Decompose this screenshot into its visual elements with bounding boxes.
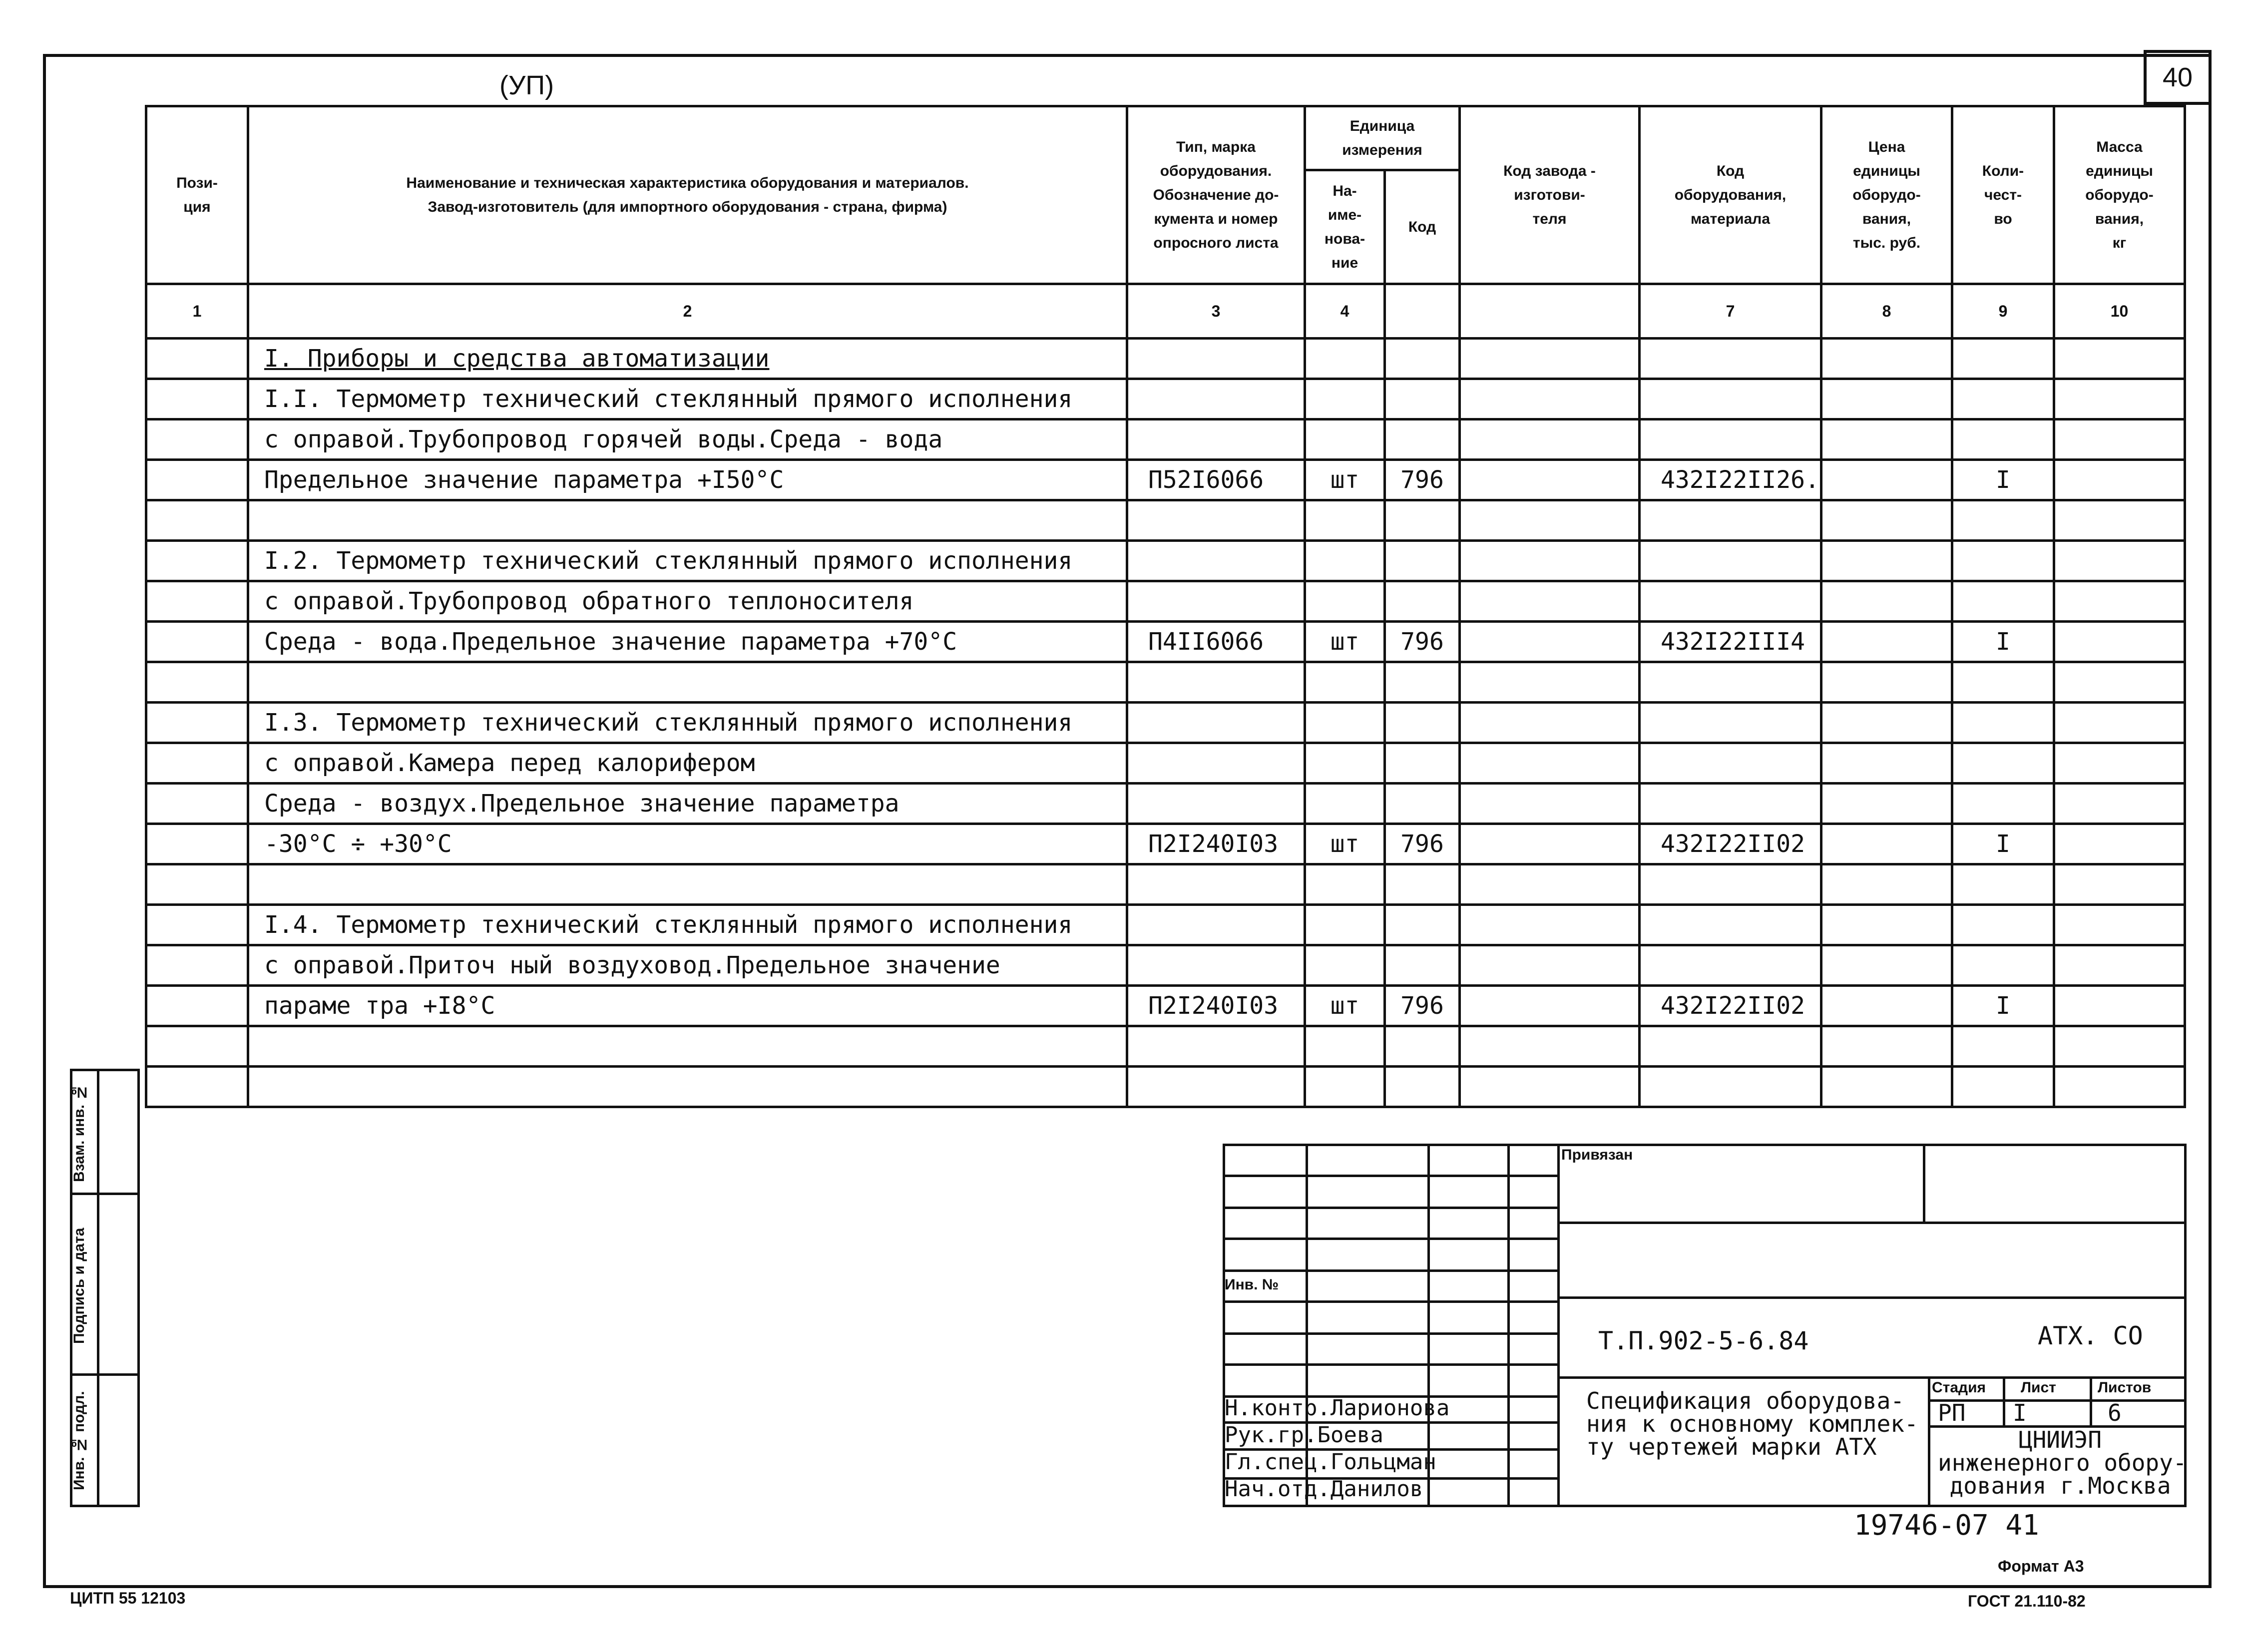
factory-cell [1460, 905, 1640, 945]
document-description: Спецификация оборудова- ния к основному комплек- ту чертежей марки АТХ [1586, 1387, 1918, 1460]
header-quantity: Коли- чест- во [1952, 106, 2054, 284]
column-number: 2 [248, 284, 1127, 339]
signer-row [1225, 1449, 1436, 1475]
column-number: 8 [1821, 284, 1952, 339]
unit-code-cell: 796 [1385, 622, 1460, 662]
type-cell [1127, 339, 1305, 379]
unit-cell [1305, 1026, 1385, 1067]
position-cell [146, 743, 248, 784]
mass-cell [2054, 905, 2185, 945]
header-unit-name: На- име- нова- ние [1305, 170, 1385, 284]
equipment-code-cell [1640, 662, 1821, 703]
mass-cell [2054, 460, 2185, 500]
name-cell [248, 500, 1127, 541]
signer-row [1225, 1422, 1383, 1448]
unit-cell: шт [1305, 986, 1385, 1026]
name-cell: с оправой.Трубопровод обратного теплоносителя [248, 581, 1127, 622]
name-cell: I. Приборы и средства автоматизации [248, 339, 1127, 379]
price-cell [1821, 986, 1952, 1026]
table-row [146, 622, 2185, 662]
price-cell [1821, 824, 1952, 864]
drawing-mark: АТХ. СО [2038, 1321, 2143, 1350]
price-cell [1821, 1067, 1952, 1107]
position-cell [146, 419, 248, 460]
equipment-code-cell: 432I22II02 [1640, 986, 1821, 1026]
price-cell [1821, 945, 1952, 986]
unit-cell [1305, 541, 1385, 581]
type-cell [1127, 784, 1305, 824]
quantity-cell [1952, 945, 2054, 986]
name-cell [248, 1067, 1127, 1107]
unit-cell [1305, 784, 1385, 824]
unit-cell: шт [1305, 824, 1385, 864]
table-row [146, 419, 2185, 460]
position-cell [146, 460, 248, 500]
quantity-cell [1952, 379, 2054, 419]
factory-cell [1460, 864, 1640, 905]
position-cell [146, 541, 248, 581]
quantity-cell [1952, 864, 2054, 905]
table-row [146, 864, 2185, 905]
equipment-code-cell [1640, 581, 1821, 622]
name-cell: I.2. Термометр технический стеклянный прямого исполнения [248, 541, 1127, 581]
equipment-code-cell [1640, 1067, 1821, 1107]
unit-cell [1305, 662, 1385, 703]
signer-name: Данилов [1330, 1476, 1423, 1502]
equipment-code-cell [1640, 905, 1821, 945]
type-cell [1127, 500, 1305, 541]
header-mass: Масса единицы оборудо- вания, кг [2054, 106, 2185, 284]
inv-number-label: Инв. № [1225, 1276, 1279, 1293]
quantity-cell [1952, 662, 2054, 703]
equipment-code-cell [1640, 541, 1821, 581]
organization: ЦНИИЭП инженерного обору- дования г.Москва [1938, 1426, 2187, 1499]
signer-role: Н.контр. [1225, 1395, 1331, 1421]
factory-cell [1460, 339, 1640, 379]
column-number: 4 [1305, 284, 1385, 339]
unit-code-cell [1385, 905, 1460, 945]
unit-code-cell: 796 [1385, 986, 1460, 1026]
equipment-code-cell: 432I22III4 [1640, 622, 1821, 662]
unit-cell: шт [1305, 460, 1385, 500]
quantity-cell: I [1952, 460, 2054, 500]
position-cell [146, 1067, 248, 1107]
name-cell: I.4. Термометр технический стеклянный прямого исполнения [248, 905, 1127, 945]
mass-cell [2054, 662, 2185, 703]
unit-cell [1305, 1067, 1385, 1107]
mass-cell [2054, 864, 2185, 905]
price-cell [1821, 622, 1952, 662]
type-cell [1127, 905, 1305, 945]
table-row [146, 339, 2185, 379]
price-cell [1821, 905, 1952, 945]
equipment-code-cell [1640, 743, 1821, 784]
price-cell [1821, 339, 1952, 379]
name-cell: с оправой.Трубопровод горячей воды.Среда - вода [248, 419, 1127, 460]
unit-code-cell [1385, 1026, 1460, 1067]
quantity-cell [1952, 743, 2054, 784]
name-cell: Среда - воздух.Предельное значение параметра [248, 784, 1127, 824]
header-equipment-code: Код оборудования, материала [1640, 106, 1821, 284]
mass-cell [2054, 1067, 2185, 1107]
type-cell: П2I240I03 [1127, 824, 1305, 864]
position-cell [146, 339, 248, 379]
unit-cell [1305, 339, 1385, 379]
type-cell [1127, 581, 1305, 622]
table-row [146, 945, 2185, 986]
unit-cell [1305, 703, 1385, 743]
mass-cell [2054, 824, 2185, 864]
quantity-cell [1952, 419, 2054, 460]
quantity-cell [1952, 784, 2054, 824]
name-cell [248, 1026, 1127, 1067]
table-row [146, 743, 2185, 784]
name-cell: I.3. Термометр технический стеклянный прямого исполнения [248, 703, 1127, 743]
sheet-value: I [2013, 1399, 2027, 1426]
unit-code-cell [1385, 339, 1460, 379]
factory-cell [1460, 945, 1640, 986]
name-cell: I.I. Термометр технический стеклянный прямого исполнения [248, 379, 1127, 419]
unit-cell [1305, 743, 1385, 784]
privyazan-label: Привязан [1561, 1147, 1633, 1163]
equipment-code-cell [1640, 379, 1821, 419]
unit-code-cell [1385, 662, 1460, 703]
unit-code-cell: 796 [1385, 460, 1460, 500]
sheets-header: Листов [2098, 1379, 2152, 1396]
column-number: 9 [1952, 284, 2054, 339]
mass-cell [2054, 986, 2185, 1026]
price-cell [1821, 581, 1952, 622]
name-cell [248, 864, 1127, 905]
mass-cell [2054, 379, 2185, 419]
equipment-code-cell [1640, 784, 1821, 824]
mass-cell [2054, 743, 2185, 784]
column-number: 10 [2054, 284, 2185, 339]
mass-cell [2054, 419, 2185, 460]
price-cell [1821, 703, 1952, 743]
quantity-cell [1952, 500, 2054, 541]
equipment-code-cell [1640, 1026, 1821, 1067]
equipment-code-cell: 432I22II02 [1640, 824, 1821, 864]
unit-cell [1305, 945, 1385, 986]
unit-cell [1305, 500, 1385, 541]
side-label-podpis: Подпись и дата [71, 1228, 87, 1344]
signer-row [1225, 1476, 1423, 1502]
signer-role: Рук.гр. [1225, 1422, 1318, 1448]
mass-cell [2054, 1026, 2185, 1067]
unit-code-cell [1385, 703, 1460, 743]
mass-cell [2054, 339, 2185, 379]
table-row [146, 541, 2185, 581]
type-cell [1127, 379, 1305, 419]
column-number [1460, 284, 1640, 339]
type-cell [1127, 1026, 1305, 1067]
name-cell: с оправой.Камера перед калорифером [248, 743, 1127, 784]
type-cell [1127, 703, 1305, 743]
unit-code-cell [1385, 1067, 1460, 1107]
position-cell [146, 945, 248, 986]
type-cell [1127, 743, 1305, 784]
unit-code-cell: 796 [1385, 824, 1460, 864]
price-cell [1821, 662, 1952, 703]
position-cell [146, 379, 248, 419]
name-cell: Среда - вода.Предельное значение параметра +70°С [248, 622, 1127, 662]
column-number: 1 [146, 284, 248, 339]
equipment-code-cell [1640, 419, 1821, 460]
format-label: Формат А3 [1998, 1557, 2084, 1575]
factory-cell [1460, 622, 1640, 662]
unit-cell [1305, 419, 1385, 460]
factory-cell [1460, 581, 1640, 622]
quantity-cell [1952, 541, 2054, 581]
header-position: Пози- ция [146, 106, 248, 284]
quantity-cell [1952, 581, 2054, 622]
position-cell [146, 784, 248, 824]
type-cell [1127, 945, 1305, 986]
position-cell [146, 905, 248, 945]
position-cell [146, 622, 248, 662]
header-name: Наименование и техническая характеристика оборудования и материалов. Завод-изготовитель (для импортного оборудования - страна, фирма) [248, 106, 1127, 284]
price-cell [1821, 500, 1952, 541]
position-cell [146, 824, 248, 864]
signer-name: Ларионова [1330, 1395, 1450, 1421]
column-number: 3 [1127, 284, 1305, 339]
price-cell [1821, 1026, 1952, 1067]
equipment-code-cell [1640, 500, 1821, 541]
quantity-cell [1952, 703, 2054, 743]
signer-name: Боева [1317, 1422, 1383, 1448]
type-cell [1127, 662, 1305, 703]
factory-cell [1460, 986, 1640, 1026]
unit-cell: шт [1305, 622, 1385, 662]
unit-code-cell [1385, 743, 1460, 784]
table-row [146, 824, 2185, 864]
column-number: 7 [1640, 284, 1821, 339]
name-cell: Предельное значение параметра +I50°С [248, 460, 1127, 500]
equipment-code-cell [1640, 339, 1821, 379]
position-cell [146, 703, 248, 743]
signer-row [1225, 1395, 1449, 1421]
side-label-inv: Инв. № подл. [71, 1391, 87, 1491]
table-row [146, 1026, 2185, 1067]
equipment-code-cell [1640, 864, 1821, 905]
stage-header: Стадия [1932, 1379, 1986, 1396]
position-cell [146, 1026, 248, 1067]
name-cell [248, 662, 1127, 703]
column-numbers-row [146, 284, 2185, 339]
header-type: Тип, марка оборудования. Обозначение до- кумента и номер опросного листа [1127, 106, 1305, 284]
table-row [146, 500, 2185, 541]
type-cell [1127, 419, 1305, 460]
position-cell [146, 662, 248, 703]
factory-cell [1460, 1026, 1640, 1067]
signer-role: Нач.отд. [1225, 1476, 1331, 1502]
table-row [146, 581, 2185, 622]
unit-cell [1305, 581, 1385, 622]
equipment-code-cell [1640, 703, 1821, 743]
factory-cell [1460, 541, 1640, 581]
factory-cell [1460, 784, 1640, 824]
specification-table [145, 105, 2186, 1108]
position-cell [146, 864, 248, 905]
table-row [146, 703, 2185, 743]
footer-gost: ГОСТ 21.110-82 [1968, 1592, 2086, 1610]
price-cell [1821, 864, 1952, 905]
quantity-cell [1952, 1026, 2054, 1067]
price-cell [1821, 379, 1952, 419]
position-cell [146, 500, 248, 541]
table-row [146, 784, 2185, 824]
table-row [146, 905, 2185, 945]
mass-cell [2054, 945, 2185, 986]
document-code: Т.П.902-5-6.84 [1598, 1326, 1809, 1355]
mass-cell [2054, 622, 2185, 662]
stage-value: РП [1938, 1399, 1966, 1426]
factory-cell [1460, 824, 1640, 864]
header-unit-code: Код [1385, 170, 1460, 284]
mass-cell [2054, 541, 2185, 581]
price-cell [1821, 541, 1952, 581]
type-cell: П2I240I03 [1127, 986, 1305, 1026]
mass-cell [2054, 784, 2185, 824]
footer-left: ЦИТП 55 12103 [70, 1589, 186, 1607]
side-label-vzam: Взам. инв. № [71, 1084, 87, 1183]
unit-cell [1305, 905, 1385, 945]
mass-cell [2054, 581, 2185, 622]
type-cell: П52I6066 [1127, 460, 1305, 500]
table-row [146, 460, 2185, 500]
factory-cell [1460, 379, 1640, 419]
unit-cell [1305, 379, 1385, 419]
type-cell [1127, 541, 1305, 581]
name-cell: параме тра +I8°С [248, 986, 1127, 1026]
quantity-cell [1952, 339, 2054, 379]
unit-code-cell [1385, 784, 1460, 824]
quantity-cell: I [1952, 622, 2054, 662]
unit-code-cell [1385, 379, 1460, 419]
sheets-value: 6 [2108, 1399, 2122, 1426]
type-cell [1127, 1067, 1305, 1107]
table-row [146, 379, 2185, 419]
price-cell [1821, 460, 1952, 500]
quantity-cell: I [1952, 986, 2054, 1026]
type-cell: П4II6066 [1127, 622, 1305, 662]
unit-code-cell [1385, 864, 1460, 905]
mass-cell [2054, 703, 2185, 743]
signer-name: Гольцман [1330, 1449, 1436, 1475]
price-cell [1821, 743, 1952, 784]
sheet-header: Лист [2021, 1379, 2056, 1396]
factory-cell [1460, 662, 1640, 703]
section-mark: (УП) [499, 70, 554, 100]
header-price: Цена единицы оборудо- вания, тыс. руб. [1821, 106, 1952, 284]
factory-cell [1460, 1067, 1640, 1107]
page-number: 40 [2144, 50, 2212, 105]
factory-cell [1460, 743, 1640, 784]
unit-cell [1305, 864, 1385, 905]
equipment-code-cell [1640, 945, 1821, 986]
unit-code-cell [1385, 945, 1460, 986]
column-number [1385, 284, 1460, 339]
name-cell: с оправой.Приточ ный воздуховод.Предельное значение [248, 945, 1127, 986]
price-cell [1821, 784, 1952, 824]
table-row [146, 986, 2185, 1026]
factory-cell [1460, 460, 1640, 500]
handwritten-number: 19746-07 41 [1854, 1509, 2039, 1542]
unit-code-cell [1385, 541, 1460, 581]
factory-cell [1460, 703, 1640, 743]
price-cell [1821, 419, 1952, 460]
signer-role: Гл.спец. [1225, 1449, 1331, 1475]
position-cell [146, 581, 248, 622]
factory-cell [1460, 419, 1640, 460]
mass-cell [2054, 500, 2185, 541]
quantity-cell: I [1952, 824, 2054, 864]
header-unit: Единица измерения [1305, 106, 1460, 170]
type-cell [1127, 864, 1305, 905]
table-row [146, 662, 2185, 703]
equipment-code-cell: 432I22II26. [1640, 460, 1821, 500]
header-factory-code: Код завода - изготови- теля [1460, 106, 1640, 284]
quantity-cell [1952, 1067, 2054, 1107]
unit-code-cell [1385, 419, 1460, 460]
unit-code-cell [1385, 581, 1460, 622]
factory-cell [1460, 500, 1640, 541]
quantity-cell [1952, 905, 2054, 945]
unit-code-cell [1385, 500, 1460, 541]
name-cell: -30°С ÷ +30°С [248, 824, 1127, 864]
position-cell [146, 986, 248, 1026]
table-row [146, 1067, 2185, 1107]
